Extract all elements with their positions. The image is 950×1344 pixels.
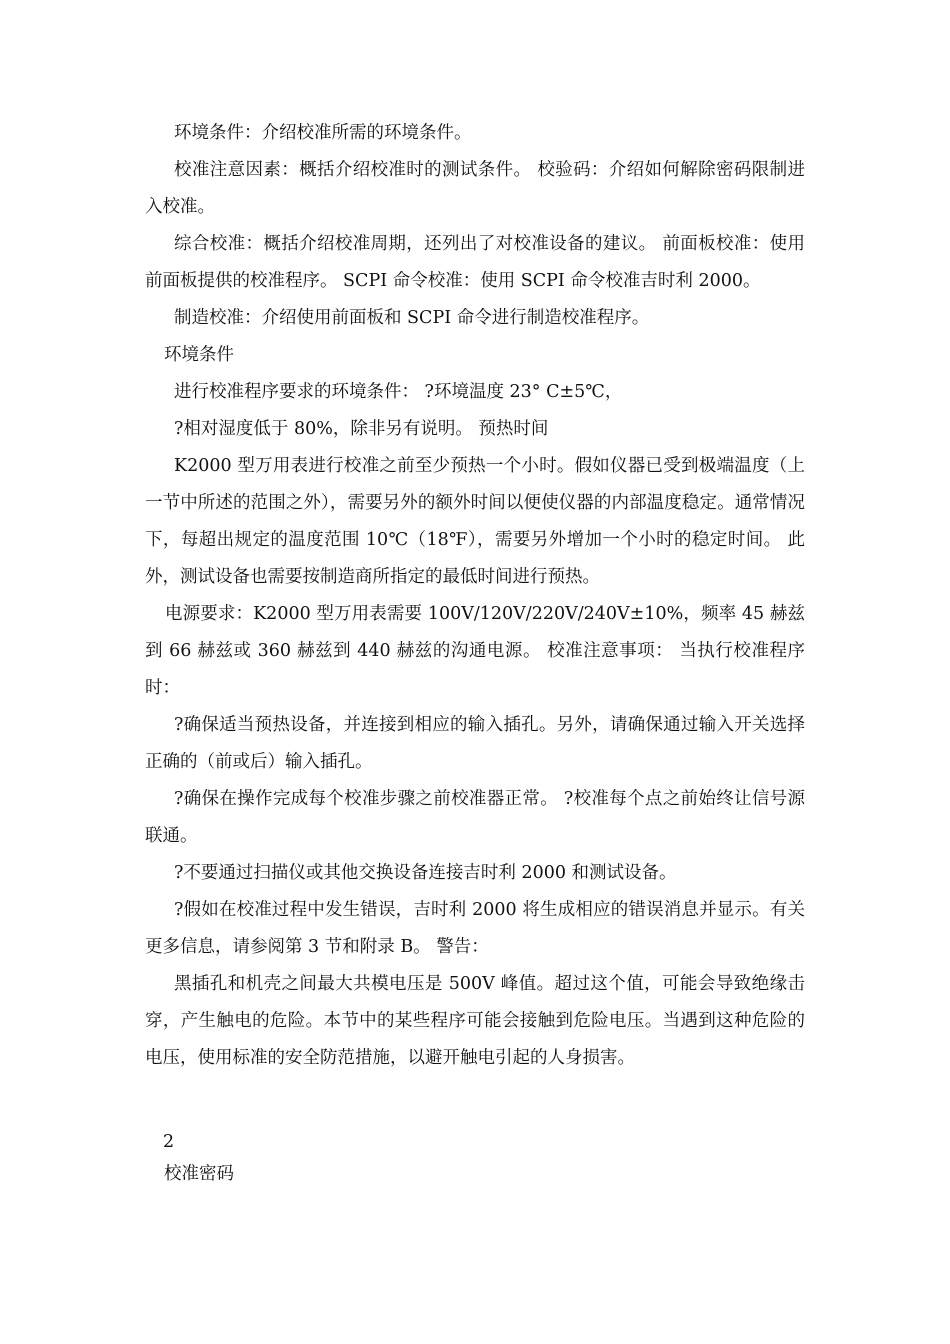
environment-paragraph-conditions: 进行校准程序要求的环境条件： ?环境温度 23° C±5℃， xyxy=(174,382,623,402)
document-body xyxy=(145,115,805,1077)
section-heading-calibration-code: 校准密码 xyxy=(164,1164,234,1184)
environment-paragraph-humidity: ?相对湿度低于 80%，除非另有说明。 预热时间 xyxy=(174,419,549,439)
warning-paragraph: 黑插孔和机壳之间最大共模电压是 500V 峰值。超过这个值，可能会导致绝缘击穿，产生触电的危险。本节中的某些程序可能会接触到危险电压。当遇到这种危险的电压，使用标准的安全防范措施，以避开触电引起的人身损害。 xyxy=(145,974,805,1068)
intro-paragraph-environment: 环境条件：介绍校准所需的环境条件。 xyxy=(174,123,472,143)
intro-paragraph-manufacturing: 制造校准：介绍使用前面板和 SCPI 命令进行制造校准程序。 xyxy=(174,308,650,328)
bullet-paragraph-scanner: ?不要通过扫描仪或其他交换设备连接吉时利 2000 和测试设备。 xyxy=(174,863,677,883)
intro-paragraph-considerations: 校准注意因素：概括介绍校准时的测试条件。 校验码：介绍如何解除密码限制进入校准。 xyxy=(145,160,805,217)
warmup-paragraph: K2000 型万用表进行校准之前至少预热一个小时。假如仪器已受到极端温度（上一节中所述的范围之外），需要另外的额外时间以便使仪器的内部温度稳定。通常情况下，每超出规定的温度范围 10℃（18℉），需要另外增加一个小时的稳定时间。 此外，测试设备也需要按制造商所指定的最低时间进行预热。 xyxy=(145,456,805,587)
bullet-paragraph-warmup: ?确保适当预热设备，并连接到相应的输入插孔。另外，请确保通过输入开关选择正确的（前或后）输入插孔。 xyxy=(145,715,805,772)
page-number: 2 xyxy=(163,1132,175,1152)
bullet-paragraph-errors: ?假如在校准过程中发生错误，吉时利 2000 将生成相应的错误消息并显示。有关更多信息，请参阅第 3 节和附录 B。 警告： xyxy=(145,900,805,957)
intro-paragraph-general-calibration: 综合校准：概括介绍校准周期，还列出了对校准设备的建议。 前面板校准：使用前面板提供的校准程序。 SCPI 命令校准：使用 SCPI 命令校准吉时利 2000。 xyxy=(145,234,805,291)
bullet-paragraph-calibrator: ?确保在操作完成每个校准步骤之前校准器正常。 ?校准每个点之前始终让信号源联通。 xyxy=(145,789,805,846)
power-requirements-paragraph: 电源要求：K2000 型万用表需要 100V/120V/220V/240V±10%，频率 45 赫兹到 66 赫兹或 360 赫兹到 440 赫兹的沟通电源。 校准注意事项： 当执行校准程序时： xyxy=(145,604,805,698)
section-heading-environment: 环境条件 xyxy=(164,345,234,365)
